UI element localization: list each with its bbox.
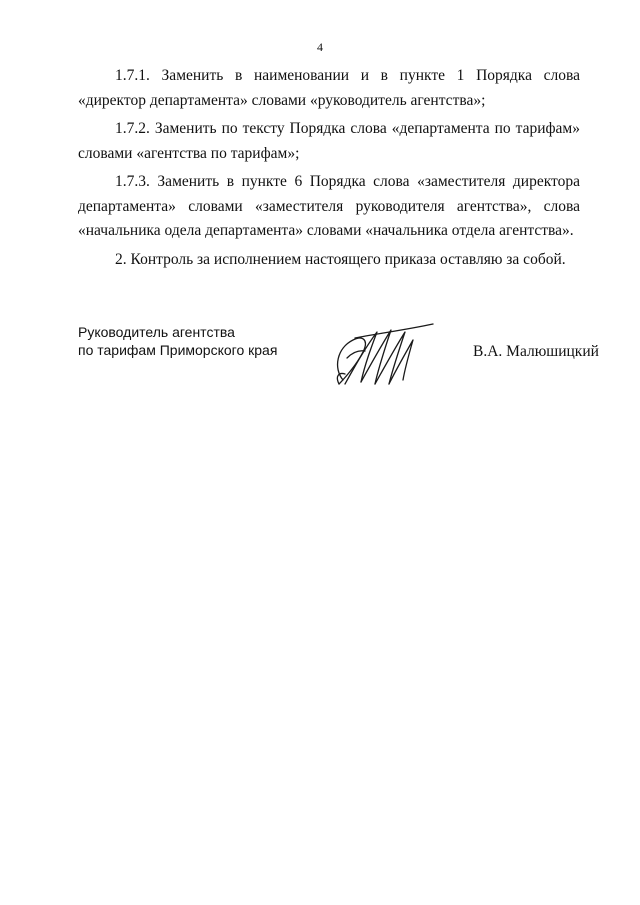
paragraph-1-7-1: 1.7.1. Заменить в наименовании и в пункте 1 Порядка слова «директор департамента» словами «руководитель агентства»; [78,67,580,109]
signatory-title-line-1: Руководитель агентства [78,324,235,340]
signatory-name: В.А. Малюшицкий [473,343,599,360]
paragraph-1-7-2: 1.7.2. Заменить по тексту Порядка слова «департамента по тарифам» словами «агентства по тарифам»; [78,120,580,162]
signatory-title [78,323,277,359]
paragraph-1-7-3: 1.7.3. Заменить в пункте 6 Порядка слова «заместителя директора департамента» словами «заместителя руководителя агентства», слова «начальника одела департамента» словами «начальника отдела агентства». [78,173,580,239]
document-body [78,64,580,276]
signatory-title-line-2: по тарифам Приморского края [78,342,278,358]
page-number: 4 [317,40,323,54]
paragraph-2: 2. Контроль за исполнением настоящего приказа оставляю за собой. [115,250,566,268]
handwritten-signature [325,318,440,390]
